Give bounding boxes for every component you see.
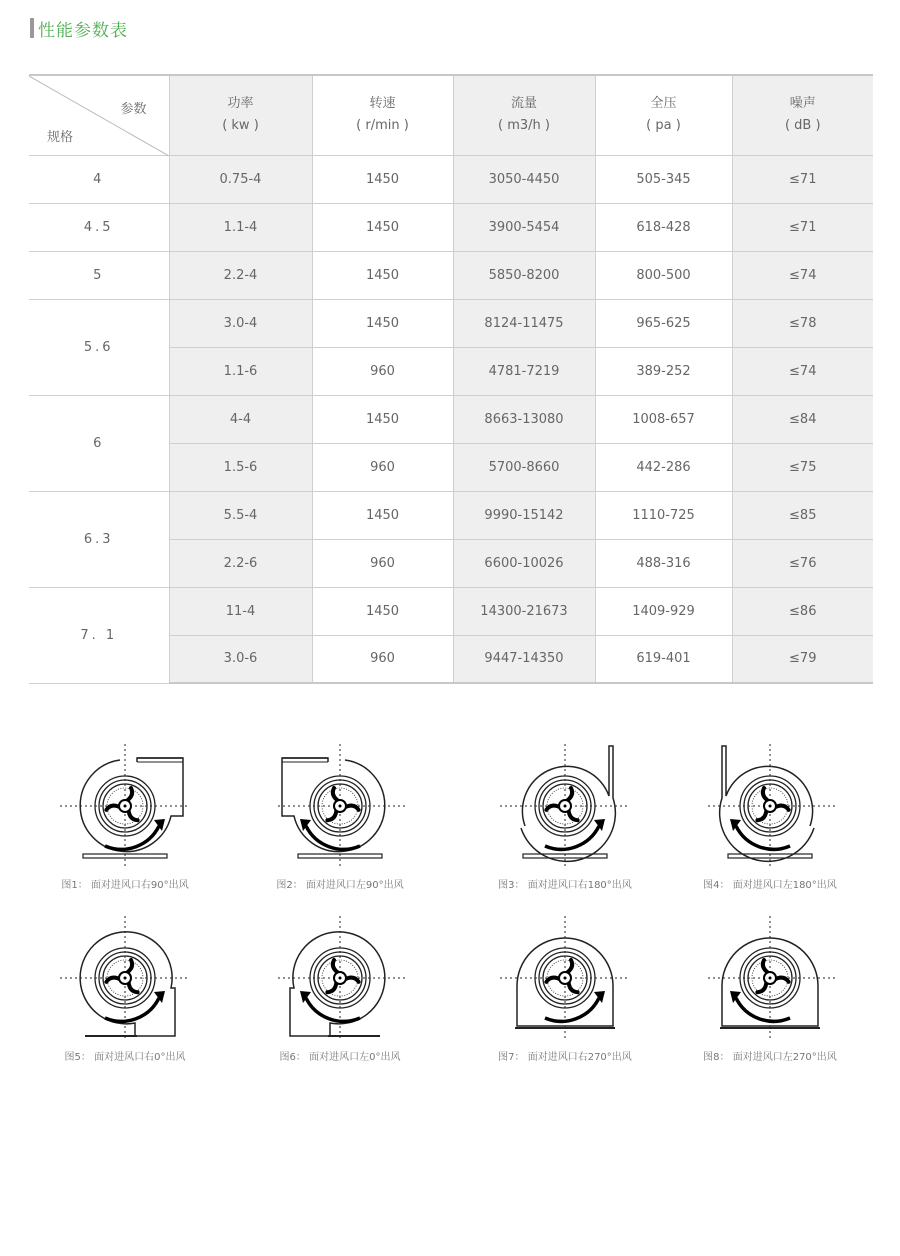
table-cell: 4-4 — [169, 395, 312, 443]
table-cell: 5850-8200 — [453, 251, 595, 299]
table-row — [29, 587, 873, 635]
table-cell: 1008-657 — [595, 395, 732, 443]
fan-figure — [240, 740, 440, 891]
table-cell: 960 — [312, 635, 453, 683]
table-cell: 4781-7219 — [453, 347, 595, 395]
model-cell: 5 — [29, 251, 169, 299]
table-cell: ≤75 — [732, 443, 873, 491]
table-row — [29, 395, 873, 443]
table-cell: 3.0-6 — [169, 635, 312, 683]
table-cell: 1.5-6 — [169, 443, 312, 491]
table-cell: 1450 — [312, 491, 453, 539]
corner-spec-label: 规格 — [47, 129, 74, 145]
table-cell: 1450 — [312, 299, 453, 347]
table-cell: ≤78 — [732, 299, 873, 347]
fan-figure — [465, 912, 665, 1063]
fan-diagram-icon — [465, 912, 665, 1044]
table-cell: 3050-4450 — [453, 155, 595, 203]
figure-caption: 图6： 面对进风口左0°出风 — [279, 1052, 401, 1063]
table-cell: 488-316 — [595, 539, 732, 587]
fan-diagram-icon — [670, 740, 870, 872]
table-cell: 0.75-4 — [169, 155, 312, 203]
fan-diagram-icon — [465, 740, 665, 872]
table-cell: ≤85 — [732, 491, 873, 539]
figure-caption: 图8： 面对进风口左270°出风 — [703, 1052, 837, 1063]
performance-table — [29, 74, 873, 684]
table-cell: 618-428 — [595, 203, 732, 251]
section-title — [30, 17, 128, 39]
figure-caption: 图4： 面对进风口左180°出风 — [703, 880, 837, 891]
figure-caption: 图1： 面对进风口右90°出风 — [61, 880, 189, 891]
table-cell: 8124-11475 — [453, 299, 595, 347]
model-cell: 6 — [29, 395, 169, 491]
table-cell: 1450 — [312, 587, 453, 635]
table-cell: 442-286 — [595, 443, 732, 491]
header-noise: 噪声 ( dB ) — [732, 75, 873, 155]
table-cell: 1.1-4 — [169, 203, 312, 251]
fan-figure — [240, 912, 440, 1063]
table-cell: 1450 — [312, 155, 453, 203]
table-cell: 9447-14350 — [453, 635, 595, 683]
table-cell: 9990-15142 — [453, 491, 595, 539]
fan-figure — [465, 740, 665, 891]
table-row — [29, 203, 873, 251]
model-cell: 5.6 — [29, 299, 169, 395]
table-cell: ≤74 — [732, 347, 873, 395]
table-cell: 960 — [312, 347, 453, 395]
figure-caption: 图7： 面对进风口右270°出风 — [498, 1052, 632, 1063]
table-cell: 619-401 — [595, 635, 732, 683]
table-cell: 1450 — [312, 203, 453, 251]
title-accent-bar — [30, 18, 34, 38]
header-flow: 流量 ( m3/h ) — [453, 75, 595, 155]
fan-figure — [670, 740, 870, 891]
table-cell: 3.0-4 — [169, 299, 312, 347]
table-cell: 1110-725 — [595, 491, 732, 539]
table-cell: ≤76 — [732, 539, 873, 587]
table-cell: ≤71 — [732, 203, 873, 251]
table-cell: 965-625 — [595, 299, 732, 347]
model-cell: 4 — [29, 155, 169, 203]
table-cell: 389-252 — [595, 347, 732, 395]
table-cell: ≤86 — [732, 587, 873, 635]
header-pressure: 全压 ( pa ) — [595, 75, 732, 155]
table-cell: ≤71 — [732, 155, 873, 203]
table-cell: 5.5-4 — [169, 491, 312, 539]
table-cell: 5700-8660 — [453, 443, 595, 491]
table-cell: ≤84 — [732, 395, 873, 443]
table-header-row — [29, 75, 873, 155]
table-cell: 6600-10026 — [453, 539, 595, 587]
table-cell: 3900-5454 — [453, 203, 595, 251]
model-cell: 6.3 — [29, 491, 169, 587]
corner-param-label: 参数 — [120, 102, 147, 117]
table-cell: 1409-929 — [595, 587, 732, 635]
fan-diagram-icon — [240, 740, 440, 872]
model-cell: 7. 1 — [29, 587, 169, 683]
page-title: 性能参数表 — [38, 20, 128, 41]
table-row — [29, 251, 873, 299]
table-cell: 1450 — [312, 251, 453, 299]
table-row — [29, 491, 873, 539]
fan-diagram-icon — [670, 912, 870, 1044]
figure-caption: 图3： 面对进风口右180°出风 — [498, 880, 632, 891]
table-cell: 960 — [312, 443, 453, 491]
model-cell: 4.5 — [29, 203, 169, 251]
corner-header-cell — [29, 75, 169, 155]
table-cell: ≤74 — [732, 251, 873, 299]
table-row — [29, 299, 873, 347]
fan-figure — [670, 912, 870, 1063]
table-cell: 11-4 — [169, 587, 312, 635]
table-cell: 505-345 — [595, 155, 732, 203]
fan-diagram-icon — [25, 912, 225, 1044]
table-cell: 8663-13080 — [453, 395, 595, 443]
fan-figure — [25, 740, 225, 891]
fan-figure — [25, 912, 225, 1063]
table-cell: ≤79 — [732, 635, 873, 683]
table-cell: 14300-21673 — [453, 587, 595, 635]
fan-diagram-icon — [25, 740, 225, 872]
fan-diagram-icon — [240, 912, 440, 1044]
table-cell: 800-500 — [595, 251, 732, 299]
table-cell: 1450 — [312, 395, 453, 443]
table-row — [29, 155, 873, 203]
table-cell: 2.2-6 — [169, 539, 312, 587]
table-cell: 960 — [312, 539, 453, 587]
table-cell: 2.2-4 — [169, 251, 312, 299]
table-cell: 1.1-6 — [169, 347, 312, 395]
header-speed: 转速 ( r/min ) — [312, 75, 453, 155]
figure-caption: 图5： 面对进风口右0°出风 — [64, 1052, 186, 1063]
figure-caption: 图2： 面对进风口左90°出风 — [276, 880, 404, 891]
header-power: 功率 ( kw ) — [169, 75, 312, 155]
